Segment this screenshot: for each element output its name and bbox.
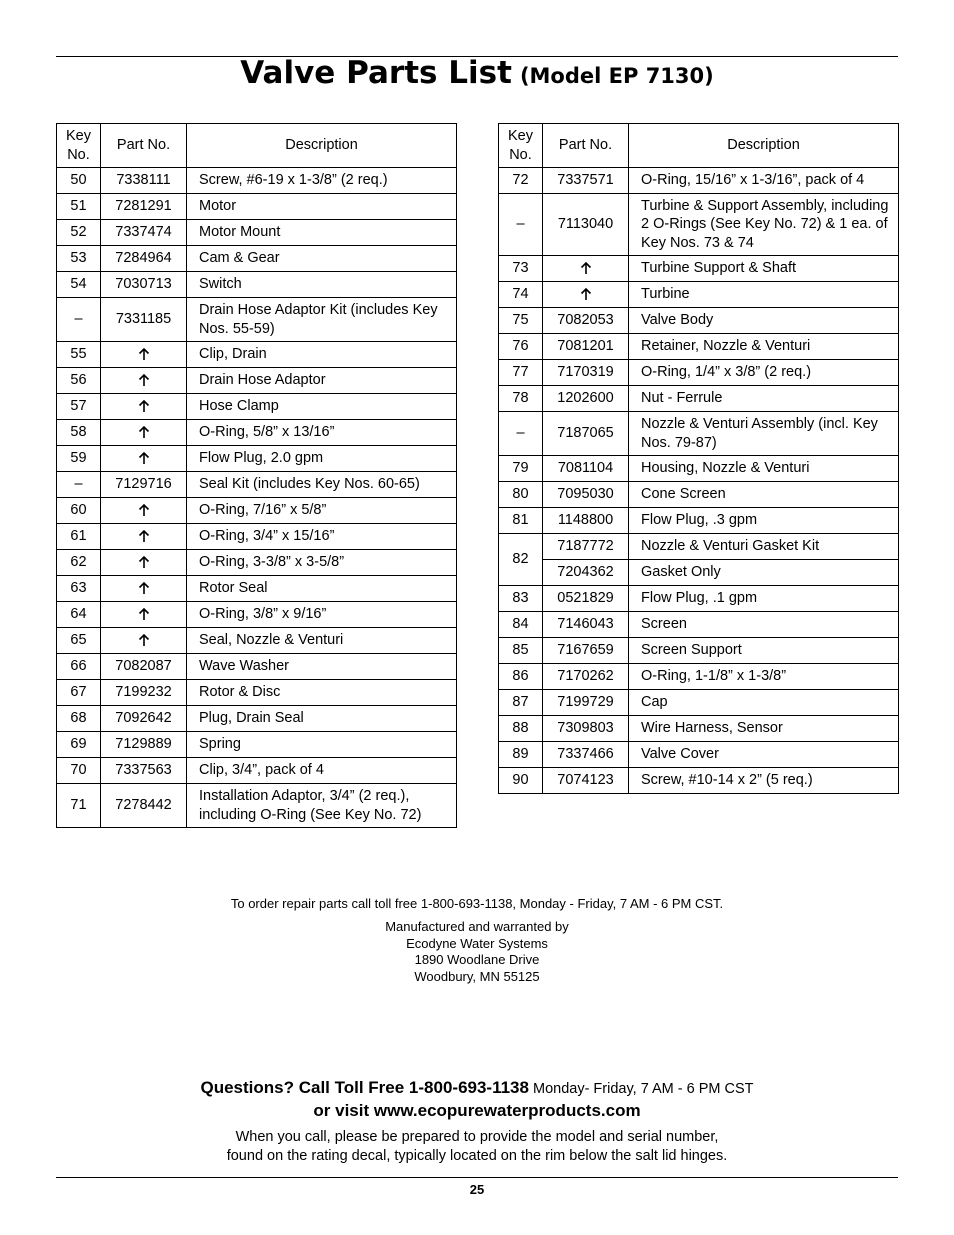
table-row: [57, 784, 457, 828]
header-key-no: Key No.: [499, 124, 543, 168]
ditto-arrow-icon: [101, 602, 187, 628]
description: Flow Plug, 2.0 gpm: [187, 446, 457, 472]
description: Rotor Seal: [187, 576, 457, 602]
key-no: 64: [57, 602, 101, 628]
table-row: [499, 638, 899, 664]
key-no: 63: [57, 576, 101, 602]
description: Flow Plug, .3 gpm: [629, 508, 899, 534]
description: Retainer, Nozzle & Venturi: [629, 334, 899, 360]
table-row: [499, 560, 899, 586]
table-row: [499, 482, 899, 508]
header-part-no: Part No.: [101, 124, 187, 168]
table-row: [57, 194, 457, 220]
table-row: [57, 732, 457, 758]
part-no: 7187772: [543, 534, 629, 560]
key-no: –: [57, 472, 101, 498]
description: Drain Hose Adaptor Kit (includes Key Nos. 55-59): [187, 298, 457, 342]
key-no: 52: [57, 220, 101, 246]
key-no: 85: [499, 638, 543, 664]
table-header-row: [57, 124, 457, 168]
description: Screw, #10-14 x 2” (5 req.): [629, 768, 899, 794]
table-row: [57, 272, 457, 298]
key-no: 75: [499, 308, 543, 334]
key-no: 78: [499, 386, 543, 412]
key-no: 76: [499, 334, 543, 360]
header-part-no: Part No.: [543, 124, 629, 168]
manufacturer-line: Ecodyne Water Systems: [406, 935, 548, 951]
part-no: 0521829: [543, 586, 629, 612]
call-note-line: When you call, please be prepared to provide the model and serial number,: [235, 1129, 719, 1145]
description: Cone Screen: [629, 482, 899, 508]
key-no: 79: [499, 456, 543, 482]
key-no: 71: [57, 784, 101, 828]
ditto-arrow-icon: [101, 576, 187, 602]
key-no: 61: [57, 524, 101, 550]
questions-hours: Monday- Friday, 7 AM - 6 PM CST: [532, 1081, 754, 1097]
table-row: [57, 550, 457, 576]
table-row: [57, 446, 457, 472]
key-no: 70: [57, 758, 101, 784]
ditto-arrow-icon: [101, 628, 187, 654]
ditto-arrow-icon: [101, 342, 187, 368]
key-no: 80: [499, 482, 543, 508]
table-row: [499, 282, 899, 308]
table-header-row: [499, 124, 899, 168]
table-row: [57, 368, 457, 394]
key-no: 56: [57, 368, 101, 394]
ditto-arrow-icon: [101, 394, 187, 420]
table-row: [499, 508, 899, 534]
key-no: 60: [57, 498, 101, 524]
key-no: 66: [57, 654, 101, 680]
key-no: 54: [57, 272, 101, 298]
description: O-Ring, 15/16” x 1-3/16”, pack of 4: [629, 168, 899, 194]
table-row: [499, 334, 899, 360]
title-main: Valve Parts List: [240, 55, 512, 91]
table-row: [57, 246, 457, 272]
key-no: 57: [57, 394, 101, 420]
table-row: [499, 194, 899, 256]
key-no: 69: [57, 732, 101, 758]
description: Flow Plug, .1 gpm: [629, 586, 899, 612]
part-no: 7082087: [101, 654, 187, 680]
description: Motor: [187, 194, 457, 220]
description: Screen: [629, 612, 899, 638]
table-row: [57, 420, 457, 446]
key-no: 68: [57, 706, 101, 732]
page-title: [56, 55, 898, 91]
description: Valve Body: [629, 308, 899, 334]
description: Cap: [629, 690, 899, 716]
description: Spring: [187, 732, 457, 758]
header-description: Description: [187, 124, 457, 168]
description: O-Ring, 3/4” x 15/16”: [187, 524, 457, 550]
table-row: [57, 394, 457, 420]
table-row: [499, 168, 899, 194]
ditto-arrow-icon: [101, 550, 187, 576]
description: Valve Cover: [629, 742, 899, 768]
page-number: 25: [469, 1182, 485, 1197]
part-no: 7129716: [101, 472, 187, 498]
description: Turbine Support & Shaft: [629, 256, 899, 282]
key-no: 82: [499, 534, 543, 586]
description: Hose Clamp: [187, 394, 457, 420]
table-row: [499, 534, 899, 560]
part-no: 7092642: [101, 706, 187, 732]
table-row: [499, 768, 899, 794]
description: Plug, Drain Seal: [187, 706, 457, 732]
table-row: [57, 472, 457, 498]
key-no: 55: [57, 342, 101, 368]
call-note: [56, 1128, 898, 1166]
table-row: [499, 586, 899, 612]
manufacturer-line: Manufactured and warranted by: [385, 919, 569, 934]
questions-call: Questions? Call Toll Free 1-800-693-1138: [200, 1078, 529, 1097]
key-no: 62: [57, 550, 101, 576]
table-row: [499, 308, 899, 334]
table-row: [499, 716, 899, 742]
key-no: 84: [499, 612, 543, 638]
part-no: 7095030: [543, 482, 629, 508]
table-row: [57, 524, 457, 550]
table-row: [499, 360, 899, 386]
manufacturer-line: 1890 Woodlane Drive: [414, 952, 540, 967]
key-no: 90: [499, 768, 543, 794]
table-row: [57, 758, 457, 784]
key-no: 73: [499, 256, 543, 282]
part-no: 7081104: [543, 456, 629, 482]
website-line: or visit www.ecopurewaterproducts.com: [313, 1101, 641, 1120]
call-note-line: found on the rating decal, typically located on the rim below the salt lid hinges.: [226, 1148, 728, 1164]
parts-table-left: [56, 123, 457, 828]
description: Seal, Nozzle & Venturi: [187, 628, 457, 654]
questions-line: [56, 1078, 898, 1098]
key-no: 65: [57, 628, 101, 654]
description: Turbine & Support Assembly, including 2 O-Rings (See Key No. 72) & 1 ea. of Key Nos. 73 & 74: [629, 194, 899, 256]
part-no: 7187065: [543, 412, 629, 456]
part-no: 7030713: [101, 272, 187, 298]
key-no: 77: [499, 360, 543, 386]
key-no: 89: [499, 742, 543, 768]
table-row: [57, 706, 457, 732]
key-no: –: [499, 412, 543, 456]
description: O-Ring, 3/8” x 9/16”: [187, 602, 457, 628]
key-no: 72: [499, 168, 543, 194]
part-no: 7337563: [101, 758, 187, 784]
part-no: 7337466: [543, 742, 629, 768]
table-row: [57, 602, 457, 628]
description: Cam & Gear: [187, 246, 457, 272]
description: Seal Kit (includes Key Nos. 60-65): [187, 472, 457, 498]
table-row: [57, 576, 457, 602]
ditto-arrow-icon: [543, 282, 629, 308]
description: Nozzle & Venturi Gasket Kit: [629, 534, 899, 560]
key-no: 81: [499, 508, 543, 534]
part-no: 7284964: [101, 246, 187, 272]
manufacturer-info: [56, 919, 898, 985]
part-no: 7338111: [101, 168, 187, 194]
description: Nut - Ferrule: [629, 386, 899, 412]
part-no: 7199232: [101, 680, 187, 706]
key-no: 58: [57, 420, 101, 446]
part-no: 1202600: [543, 386, 629, 412]
part-no: 7337571: [543, 168, 629, 194]
order-info: To order repair parts call toll free 1-800-693-1138, Monday - Friday, 7 AM - 6 PM CST.: [230, 896, 724, 911]
table-row: [499, 612, 899, 638]
key-no: 59: [57, 446, 101, 472]
part-no: 7129889: [101, 732, 187, 758]
part-no: 7074123: [543, 768, 629, 794]
part-no: 7113040: [543, 194, 629, 256]
key-no: 50: [57, 168, 101, 194]
description: O-Ring, 5/8” x 13/16”: [187, 420, 457, 446]
table-row: [499, 742, 899, 768]
part-no: 7278442: [101, 784, 187, 828]
key-no: –: [57, 298, 101, 342]
table-row: [499, 664, 899, 690]
description: Wave Washer: [187, 654, 457, 680]
part-no: 7167659: [543, 638, 629, 664]
bottom-rule: [56, 1177, 898, 1178]
table-row: [57, 498, 457, 524]
table-row: [499, 690, 899, 716]
ditto-arrow-icon: [543, 256, 629, 282]
part-no: 7337474: [101, 220, 187, 246]
key-no: 83: [499, 586, 543, 612]
key-no: 67: [57, 680, 101, 706]
ditto-arrow-icon: [101, 524, 187, 550]
table-row: [57, 680, 457, 706]
description: Wire Harness, Sensor: [629, 716, 899, 742]
table-row: [499, 412, 899, 456]
table-row: [57, 220, 457, 246]
manufacturer-line: Woodbury, MN 55125: [414, 968, 540, 984]
key-no: 88: [499, 716, 543, 742]
part-no: 7146043: [543, 612, 629, 638]
table-row: [57, 654, 457, 680]
part-no: 7081201: [543, 334, 629, 360]
part-no: 7170262: [543, 664, 629, 690]
description: Gasket Only: [629, 560, 899, 586]
description: Rotor & Disc: [187, 680, 457, 706]
part-no: 7170319: [543, 360, 629, 386]
ditto-arrow-icon: [101, 446, 187, 472]
key-no: 51: [57, 194, 101, 220]
description: Installation Adaptor, 3/4” (2 req.), including O-Ring (See Key No. 72): [187, 784, 457, 828]
key-no: 87: [499, 690, 543, 716]
part-no: 7204362: [543, 560, 629, 586]
key-no: 53: [57, 246, 101, 272]
part-no: 7082053: [543, 308, 629, 334]
description: Turbine: [629, 282, 899, 308]
description: Motor Mount: [187, 220, 457, 246]
description: Switch: [187, 272, 457, 298]
table-row: [57, 628, 457, 654]
header-description: Description: [629, 124, 899, 168]
description: O-Ring, 7/16” x 5/8”: [187, 498, 457, 524]
description: Housing, Nozzle & Venturi: [629, 456, 899, 482]
table-row: [57, 342, 457, 368]
description: O-Ring, 3-3/8” x 3-5/8”: [187, 550, 457, 576]
description: Screw, #6-19 x 1-3/8” (2 req.): [187, 168, 457, 194]
title-model: (Model EP 7130): [519, 64, 714, 88]
header-key-no: Key No.: [57, 124, 101, 168]
parts-table-right: [498, 123, 899, 794]
description: Nozzle & Venturi Assembly (incl. Key Nos. 79-87): [629, 412, 899, 456]
ditto-arrow-icon: [101, 498, 187, 524]
key-no: 74: [499, 282, 543, 308]
table-row: [57, 168, 457, 194]
part-no: 1148800: [543, 508, 629, 534]
part-no: 7199729: [543, 690, 629, 716]
part-no: 7281291: [101, 194, 187, 220]
description: Drain Hose Adaptor: [187, 368, 457, 394]
description: O-Ring, 1-1/8” x 1-3/8”: [629, 664, 899, 690]
description: Clip, Drain: [187, 342, 457, 368]
part-no: 7331185: [101, 298, 187, 342]
table-row: [57, 298, 457, 342]
part-no: 7309803: [543, 716, 629, 742]
table-row: [499, 256, 899, 282]
ditto-arrow-icon: [101, 420, 187, 446]
description: O-Ring, 1/4” x 3/8” (2 req.): [629, 360, 899, 386]
description: Screen Support: [629, 638, 899, 664]
table-row: [499, 386, 899, 412]
key-no: –: [499, 194, 543, 256]
description: Clip, 3/4”, pack of 4: [187, 758, 457, 784]
ditto-arrow-icon: [101, 368, 187, 394]
table-row: [499, 456, 899, 482]
key-no: 86: [499, 664, 543, 690]
